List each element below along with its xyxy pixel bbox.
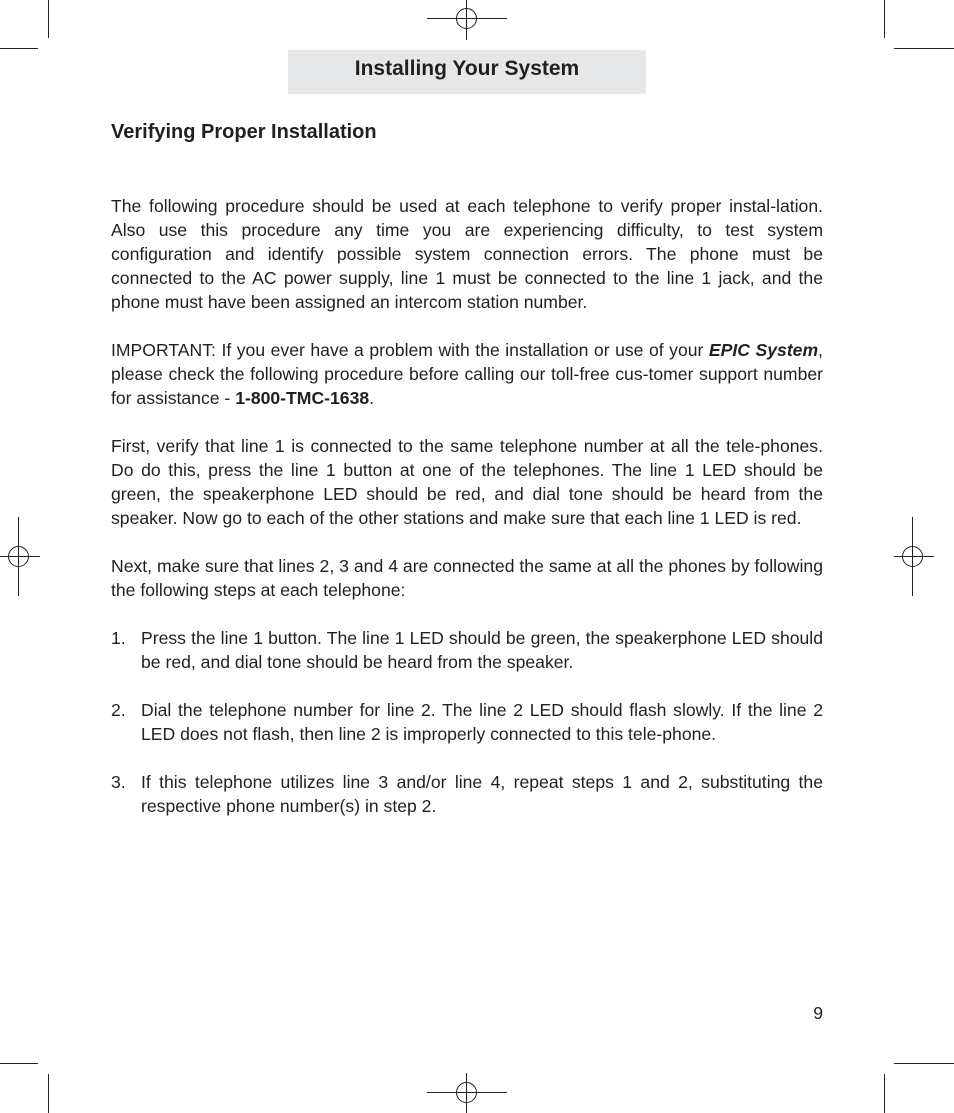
- step-number: 1.: [111, 628, 126, 648]
- list-item: [111, 626, 823, 674]
- registration-mark-bottom: [427, 1073, 507, 1113]
- step-number: 3.: [111, 772, 126, 792]
- page-header: [288, 50, 646, 94]
- step-text: Press the line 1 button. The line 1 LED should be green, the speakerphone LED should be red, and dial tone should be heard from the speaker.: [141, 628, 823, 672]
- step-number: 2.: [111, 700, 126, 720]
- next-paragraph: Next, make sure that lines 2, 3 and 4 are connected the same at all the phones by following the following steps at each telephone:: [111, 556, 823, 600]
- important-prefix: IMPORTANT: If you ever have a problem with the installation or use of your: [111, 340, 709, 360]
- step-text: If this telephone utilizes line 3 and/or line 4, repeat steps 1 and 2, substituting the respective phone number(s) in step 2.: [141, 772, 823, 816]
- registration-mark-right: [894, 517, 934, 596]
- first-paragraph: First, verify that line 1 is connected to the same telephone number at all the tele-phones. Do do this, press the line 1 button at one of the telephones. The line 1 LED should be green, the speakerphone LED should be red, and dial tone should be heard from the speaker. Now go to each of the other stations and make sure that each line 1 LED is red.: [111, 436, 823, 528]
- step-text: Dial the telephone number for line 2. The line 2 LED should flash slowly. If the line 2 LED does not flash, then line 2 is improperly connected to this tele-phone.: [141, 700, 823, 744]
- important-paragraph: [111, 338, 823, 410]
- important-suffix: .: [369, 388, 375, 408]
- support-phone-number: 1-800-TMC-1638: [235, 388, 370, 408]
- registration-mark-left: [0, 517, 40, 596]
- list-item: [111, 698, 823, 746]
- steps-list: [111, 626, 823, 818]
- brand-name: EPIC System: [708, 340, 819, 360]
- registration-mark-top: [427, 0, 507, 40]
- section-title: Verifying Proper Installation: [111, 121, 377, 143]
- header-title: Installing Your System: [354, 57, 580, 80]
- important-middle: , please check the following procedure before calling our toll-free cus-tomer support number for assistance -: [111, 340, 823, 408]
- body-text: [111, 194, 823, 842]
- page-number: 9: [813, 1003, 823, 1023]
- intro-paragraph: The following procedure should be used at each telephone to verify proper instal-lation. Also use this procedure any time you are experiencing difficulty, to test system configuration and identify possible system connection errors. The phone must be connected to the AC power supply, line 1 must be connected to the line 1 jack, and the phone must have been assigned an intercom station number.: [111, 196, 823, 312]
- list-item: [111, 770, 823, 818]
